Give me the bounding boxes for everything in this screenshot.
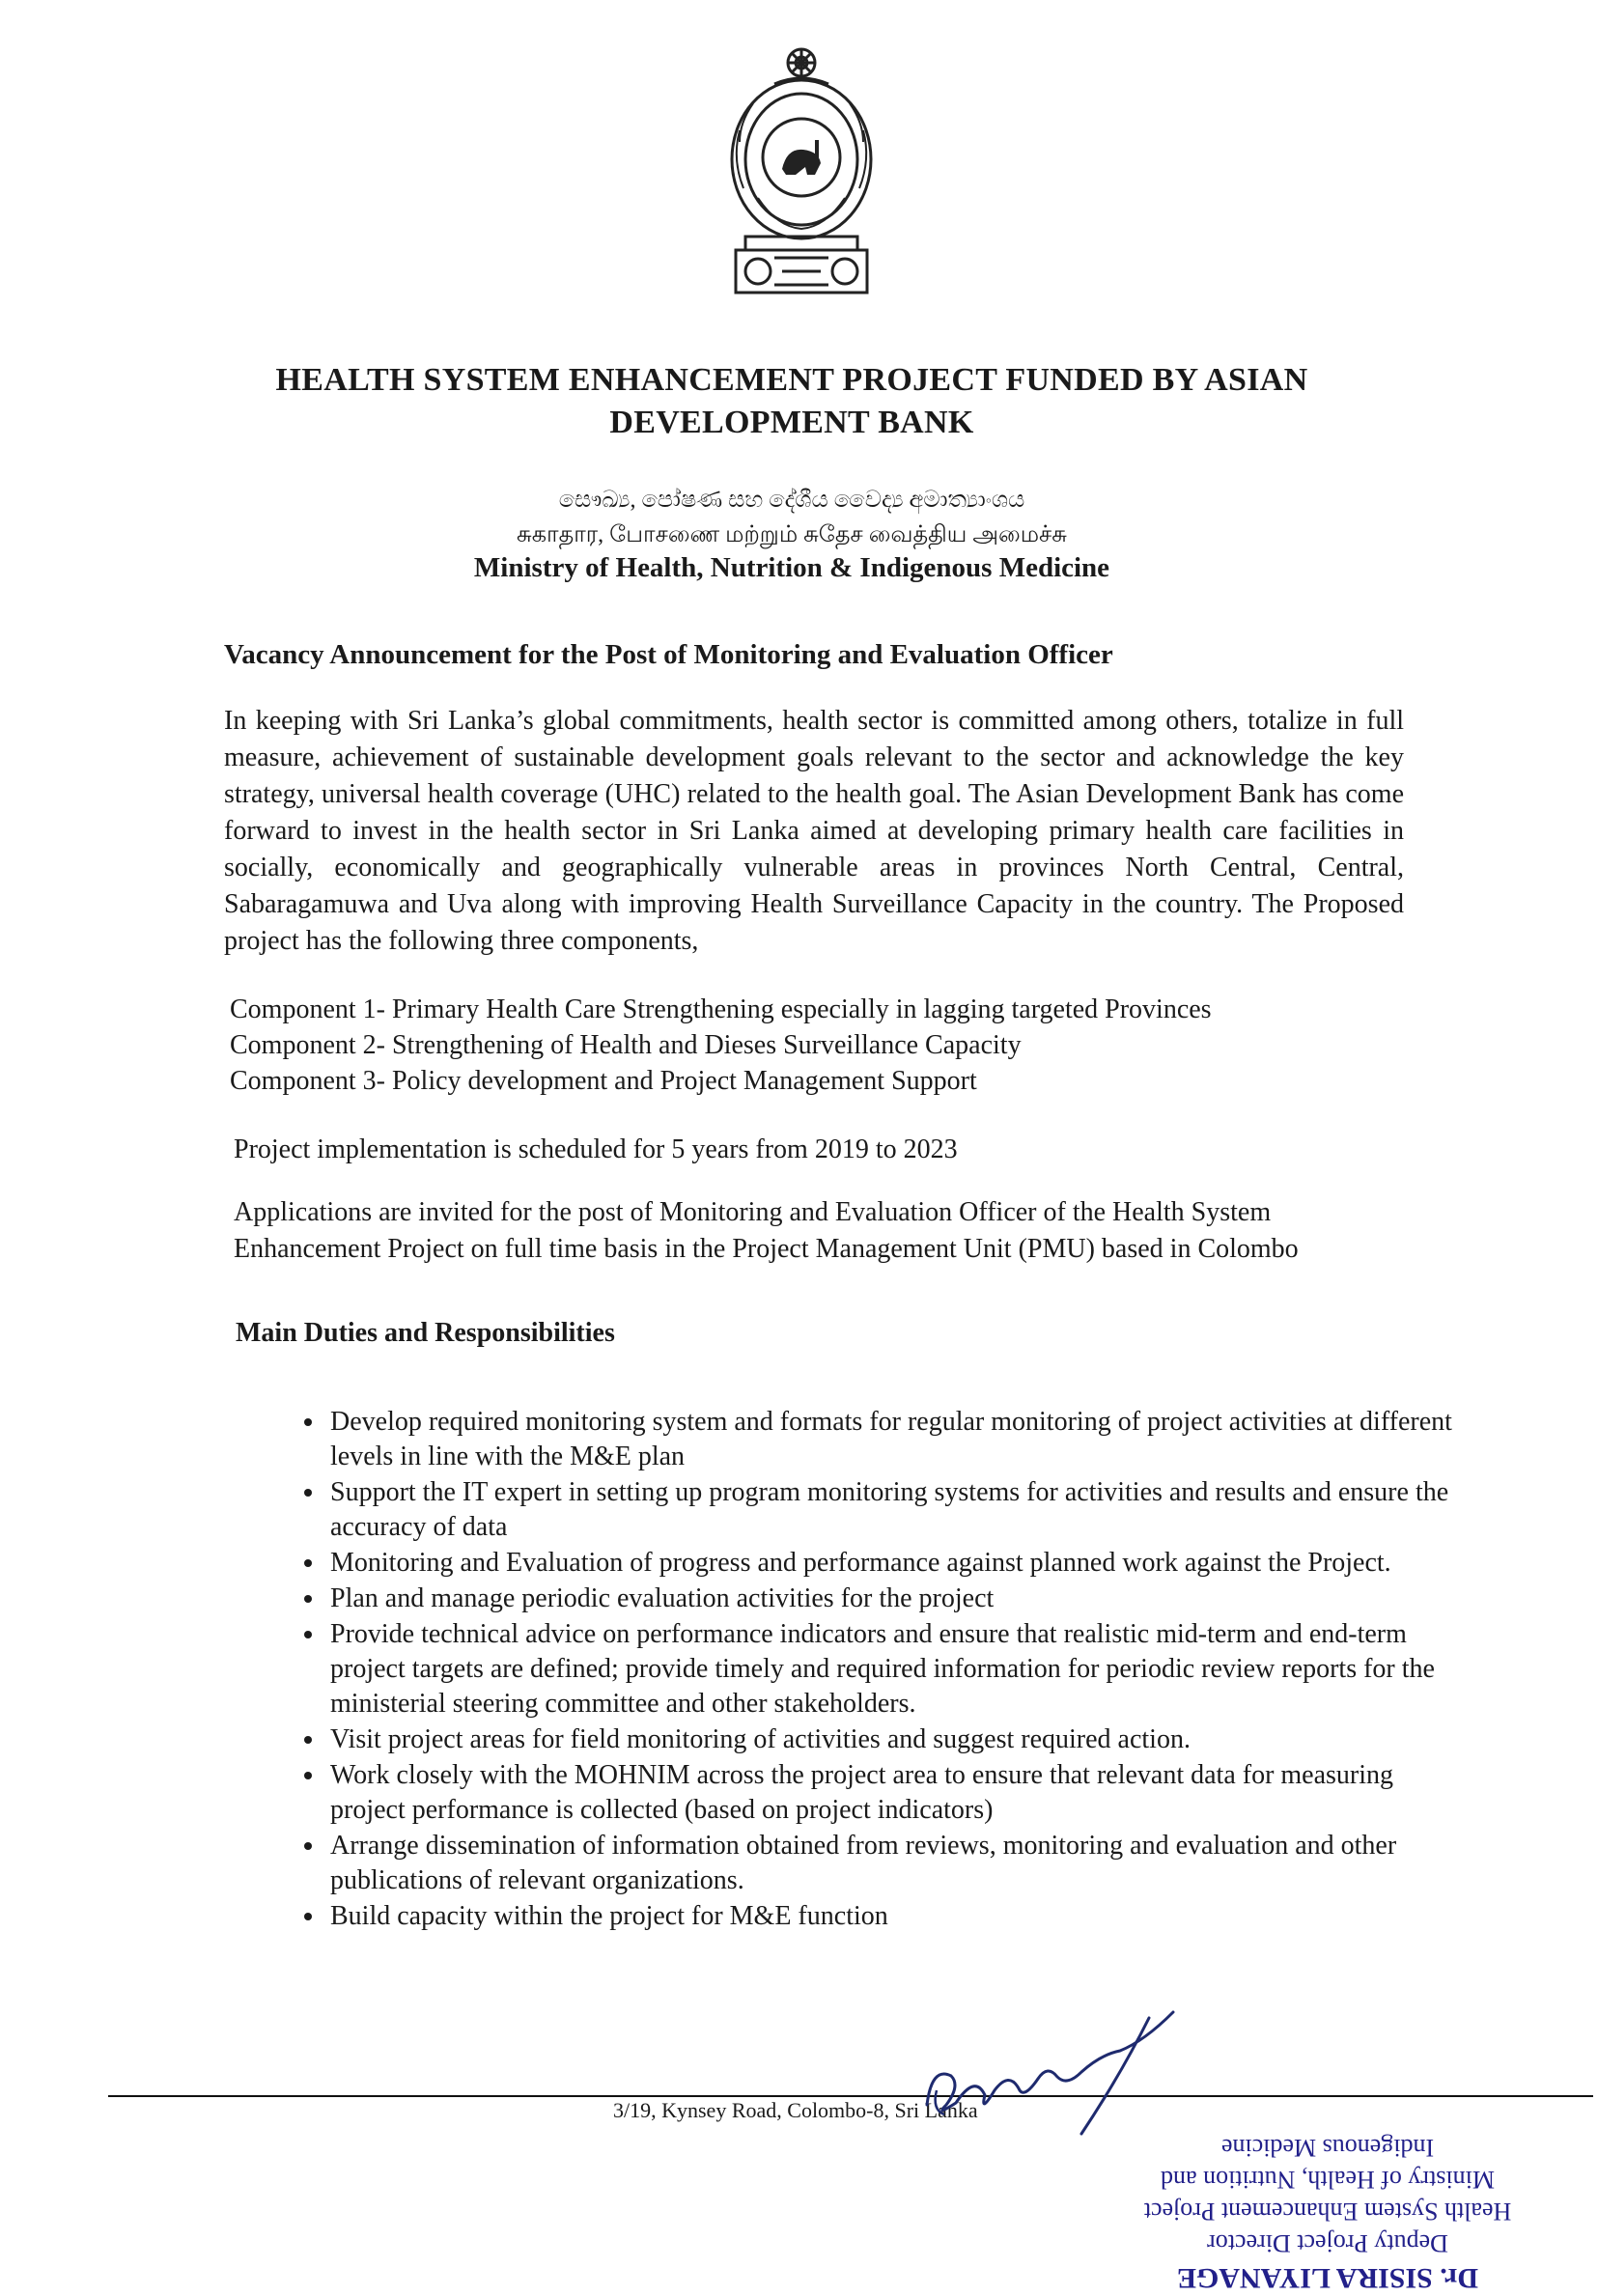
footer-address: 3/19, Kynsey Road, Colombo-8, Sri Lanka bbox=[613, 2098, 978, 2122]
official-stamp bbox=[1106, 2055, 1550, 2296]
national-emblem-logo bbox=[715, 43, 888, 309]
vacancy-heading: Vacancy Announcement for the Post of Monitoring and Evaluation Officer bbox=[224, 639, 1113, 670]
project-title bbox=[164, 359, 1419, 444]
components-list bbox=[230, 992, 1212, 1099]
stamp-name: Dr. SISIRA LIYANAGE bbox=[1176, 2262, 1479, 2294]
project-title-line-2: DEVELOPMENT BANK bbox=[609, 405, 974, 440]
stamp-line: Ministry of Health, Nutrition and bbox=[1161, 2166, 1495, 2194]
intro-paragraph: In keeping with Sri Lanka’s global commitments, health sector is committed among others, totalize in full measure, achievement of sustainable development goals relevant to the sector and acknowledge the key strategy, universal health coverage (UHC) related to the health goal. The Asian Development Bank has come forward to invest in the health sector in Sri Lanka aimed at developing primary health care facilities in socially, economically and geographically vulnerable areas in provinces North Central, Central, Sabaragamuwa and Uva along with improving Health Surveillance Capacity in the country. The Proposed project has the following three components, bbox=[224, 706, 1404, 956]
duty-item: • Develop required monitoring system and formats for regular monitoring of project activities at different levels in line with the M&E plan bbox=[326, 1405, 1466, 1474]
duty-item: • Monitoring and Evaluation of progress and performance against planned work against the Project. bbox=[326, 1546, 1466, 1581]
project-title-line-1: HEALTH SYSTEM ENHANCEMENT PROJECT FUNDED BY ASIAN bbox=[275, 362, 1308, 398]
duty-item: • Work closely with the MOHNIM across the project area to ensure that relevant data for measuring project performance is collected (based on project indicators) bbox=[326, 1758, 1466, 1828]
component-item: Component 3- Policy development and Project Management Support bbox=[230, 1066, 977, 1096]
duty-item: • Arrange dissemination of information obtained from reviews, monitoring and evaluation and other publications of relevant organizations. bbox=[326, 1829, 1466, 1898]
duty-item: • Support the IT expert in setting up program monitoring systems for activities and results and ensure the accuracy of data bbox=[326, 1475, 1466, 1545]
ministry-name-english: Ministry of Health, Nutrition & Indigenous Medicine bbox=[473, 552, 1110, 583]
duty-item: • Build capacity within the project for M&E function bbox=[326, 1899, 1466, 1934]
applications-paragraph: Applications are invited for the post of Monitoring and Evaluation Officer of the Health System Enhancement Project on full time basis in the Project Management Unit (PMU) based in Colombo bbox=[234, 1197, 1299, 1264]
component-item: Component 2- Strengthening of Health and Dieses Surveillance Capacity bbox=[230, 1030, 1022, 1060]
component-item: Component 1- Primary Health Care Strengthening especially in lagging targeted Provinces bbox=[230, 994, 1212, 1024]
ministry-name-sinhala: සෞඛ්‍ය, පෝෂණ සහ දේශීය වෛද්‍ය අමාත්‍යාංශය bbox=[558, 488, 1025, 513]
duties-heading: Main Duties and Responsibilities bbox=[236, 1318, 615, 1348]
duty-item: • Provide technical advice on performance indicators and ensure that realistic mid-term and end-term project targets are defined; provide timely and required information for periodic review reports for the ministerial steering committee and other stakeholders. bbox=[326, 1617, 1466, 1722]
stamp-line: Health System Enhancement Project bbox=[1143, 2198, 1512, 2226]
duty-item: • Plan and manage periodic evaluation activities for the project bbox=[326, 1582, 1466, 1616]
stamp-line: Deputy Project Director bbox=[1207, 2229, 1448, 2257]
stamp-line: Indigenous Medicine bbox=[1220, 2134, 1435, 2162]
duties-list bbox=[282, 1405, 1466, 1935]
ministry-name-tamil: சுகாதார, போசணை மற்றும் சுதேச வைத்திய அமைச்சு bbox=[517, 522, 1067, 547]
duty-item: • Visit project areas for field monitoring of activities and suggest required action. bbox=[326, 1722, 1466, 1757]
implementation-period: Project implementation is scheduled for 5 years from 2019 to 2023 bbox=[234, 1134, 958, 1164]
